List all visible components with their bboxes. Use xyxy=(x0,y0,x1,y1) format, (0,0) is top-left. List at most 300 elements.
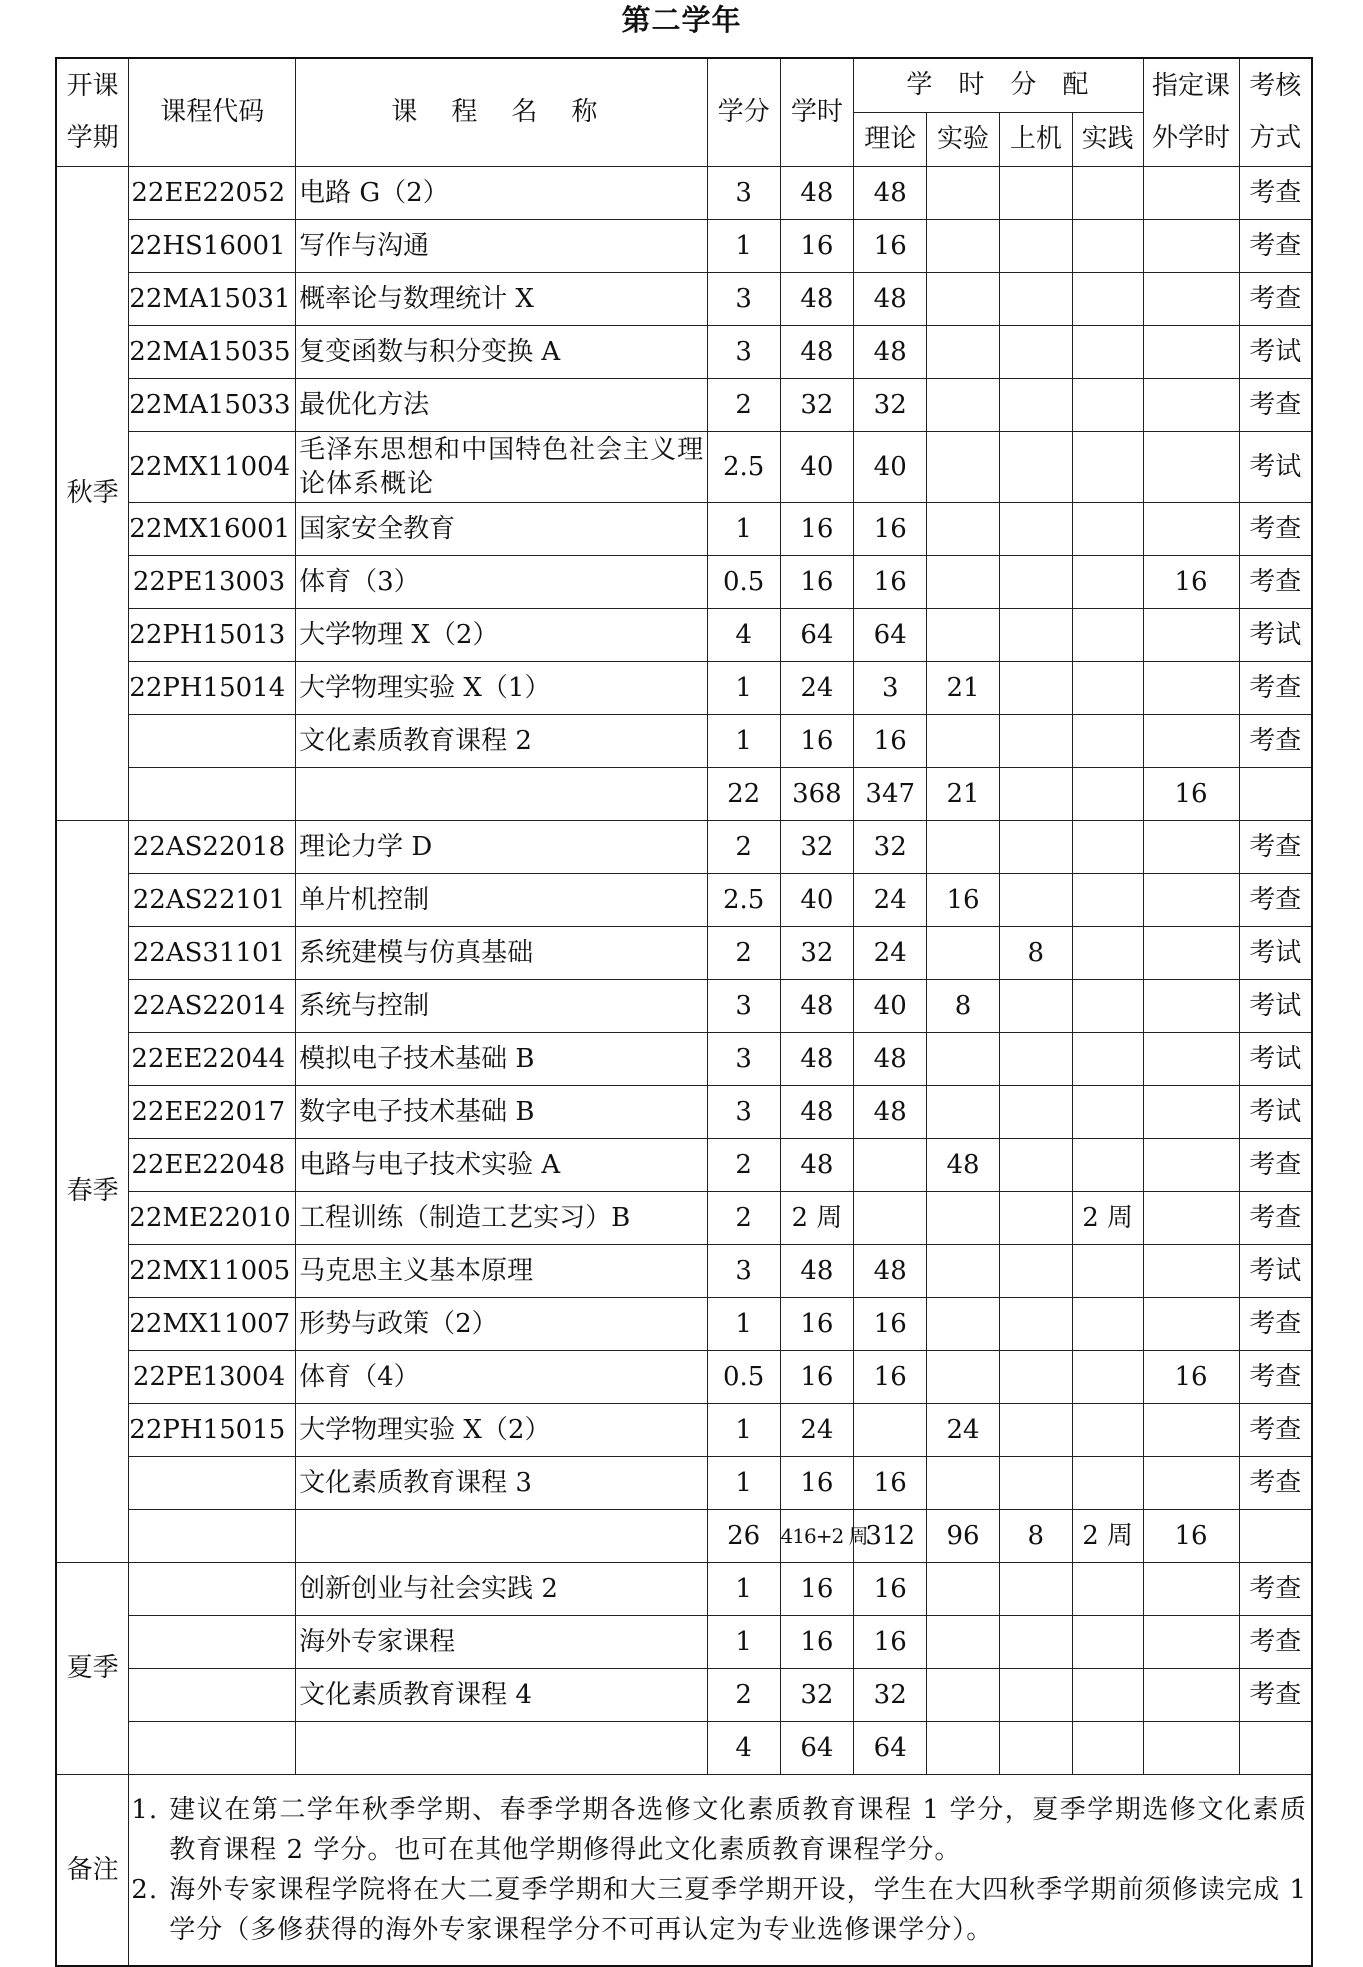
course-name: 最优化方法 xyxy=(296,378,708,431)
course-theory: 48 xyxy=(854,166,927,219)
course-practice xyxy=(1072,555,1143,608)
notes-content xyxy=(129,1774,1312,1966)
course-practice: 2 周 xyxy=(1072,1191,1143,1244)
course-computer xyxy=(999,1456,1072,1509)
total-assessment xyxy=(1239,1509,1312,1562)
course-credits: 2 xyxy=(707,378,780,431)
curriculum-table xyxy=(55,57,1313,1967)
course-credits: 1 xyxy=(707,502,780,555)
course-computer xyxy=(999,272,1072,325)
course-name: 文化素质教育课程 4 xyxy=(296,1668,708,1721)
course-hours: 32 xyxy=(780,926,854,979)
course-hours: 16 xyxy=(780,714,854,767)
course-computer xyxy=(999,1615,1072,1668)
term-cell: 春季 xyxy=(56,820,129,1562)
total-extra: 16 xyxy=(1143,767,1239,820)
course-assessment: 考试 xyxy=(1239,431,1312,502)
course-credits: 3 xyxy=(707,1244,780,1297)
course-row xyxy=(56,1350,1312,1403)
note-number: 2. xyxy=(131,1874,159,1905)
course-hours: 32 xyxy=(780,378,854,431)
course-row xyxy=(56,1032,1312,1085)
course-row xyxy=(56,219,1312,272)
course-practice xyxy=(1072,1403,1143,1456)
course-credits: 1 xyxy=(707,1403,780,1456)
header-computer: 上机 xyxy=(999,112,1072,166)
course-lab xyxy=(927,1615,1000,1668)
course-lab xyxy=(927,378,1000,431)
course-theory: 48 xyxy=(854,272,927,325)
course-row xyxy=(56,926,1312,979)
course-extra xyxy=(1143,608,1239,661)
total-row xyxy=(56,1509,1312,1562)
course-computer: 8 xyxy=(999,926,1072,979)
course-hours: 48 xyxy=(780,1244,854,1297)
course-code xyxy=(129,1456,296,1509)
course-name: 复变函数与积分变换 A xyxy=(296,325,708,378)
course-lab xyxy=(927,1032,1000,1085)
course-computer xyxy=(999,1032,1072,1085)
course-hours: 48 xyxy=(780,325,854,378)
course-lab xyxy=(927,1191,1000,1244)
course-code: 22AS22014 xyxy=(129,979,296,1032)
course-row xyxy=(56,555,1312,608)
total-computer xyxy=(999,1721,1072,1774)
course-row xyxy=(56,1562,1312,1615)
course-computer xyxy=(999,714,1072,767)
course-practice xyxy=(1072,1562,1143,1615)
course-practice xyxy=(1072,1350,1143,1403)
total-row xyxy=(56,767,1312,820)
course-extra xyxy=(1143,502,1239,555)
course-computer xyxy=(999,608,1072,661)
course-code: 22PH15013 xyxy=(129,608,296,661)
course-practice xyxy=(1072,661,1143,714)
course-extra xyxy=(1143,219,1239,272)
course-lab xyxy=(927,219,1000,272)
course-row xyxy=(56,661,1312,714)
course-lab xyxy=(927,431,1000,502)
header-name: 课程名称 xyxy=(296,58,708,166)
course-lab: 24 xyxy=(927,1403,1000,1456)
course-computer xyxy=(999,1297,1072,1350)
course-hours: 16 xyxy=(780,1615,854,1668)
course-theory: 24 xyxy=(854,926,927,979)
course-lab: 21 xyxy=(927,661,1000,714)
course-row xyxy=(56,608,1312,661)
total-lab xyxy=(927,1721,1000,1774)
course-row xyxy=(56,1191,1312,1244)
course-credits: 2 xyxy=(707,1138,780,1191)
course-credits: 2 xyxy=(707,926,780,979)
term-cell: 夏季 xyxy=(56,1562,129,1774)
course-extra xyxy=(1143,661,1239,714)
header-code: 课程代码 xyxy=(129,58,296,166)
total-code xyxy=(129,1721,296,1774)
course-extra xyxy=(1143,1138,1239,1191)
course-credits: 2.5 xyxy=(707,873,780,926)
course-practice xyxy=(1072,502,1143,555)
course-computer xyxy=(999,1085,1072,1138)
course-lab xyxy=(927,1350,1000,1403)
course-name: 电路 G（2） xyxy=(296,166,708,219)
course-code: 22PE13003 xyxy=(129,555,296,608)
course-name: 系统与控制 xyxy=(296,979,708,1032)
course-extra xyxy=(1143,431,1239,502)
course-hours: 16 xyxy=(780,1456,854,1509)
course-assessment: 考查 xyxy=(1239,1297,1312,1350)
course-credits: 1 xyxy=(707,1615,780,1668)
course-code: 22MA15031 xyxy=(129,272,296,325)
course-hours: 16 xyxy=(780,555,854,608)
header-lab: 实验 xyxy=(927,112,1000,166)
total-theory: 64 xyxy=(854,1721,927,1774)
course-assessment: 考查 xyxy=(1239,272,1312,325)
course-extra xyxy=(1143,1244,1239,1297)
course-lab xyxy=(927,820,1000,873)
course-lab xyxy=(927,1562,1000,1615)
course-extra xyxy=(1143,1297,1239,1350)
course-name: 电路与电子技术实验 A xyxy=(296,1138,708,1191)
total-assessment xyxy=(1239,1721,1312,1774)
course-extra xyxy=(1143,1032,1239,1085)
course-code xyxy=(129,714,296,767)
course-name: 文化素质教育课程 2 xyxy=(296,714,708,767)
course-theory: 40 xyxy=(854,979,927,1032)
course-computer xyxy=(999,1668,1072,1721)
course-lab xyxy=(927,1456,1000,1509)
course-theory: 24 xyxy=(854,873,927,926)
course-extra xyxy=(1143,325,1239,378)
course-assessment: 考试 xyxy=(1239,1085,1312,1138)
course-credits: 1 xyxy=(707,1297,780,1350)
total-row xyxy=(56,1721,1312,1774)
total-theory: 312 xyxy=(854,1509,927,1562)
course-code: 22PH15014 xyxy=(129,661,296,714)
course-name: 文化素质教育课程 3 xyxy=(296,1456,708,1509)
course-computer xyxy=(999,873,1072,926)
total-practice xyxy=(1072,1721,1143,1774)
course-hours: 40 xyxy=(780,873,854,926)
course-hours: 40 xyxy=(780,431,854,502)
course-theory: 32 xyxy=(854,820,927,873)
course-assessment: 考查 xyxy=(1239,502,1312,555)
course-hours: 48 xyxy=(780,272,854,325)
course-row xyxy=(56,873,1312,926)
total-lab: 21 xyxy=(927,767,1000,820)
course-computer xyxy=(999,661,1072,714)
course-theory: 48 xyxy=(854,325,927,378)
course-row xyxy=(56,1297,1312,1350)
course-assessment: 考查 xyxy=(1239,661,1312,714)
course-hours: 64 xyxy=(780,608,854,661)
course-computer xyxy=(999,1403,1072,1456)
course-credits: 3 xyxy=(707,272,780,325)
course-assessment: 考查 xyxy=(1239,1668,1312,1721)
course-row xyxy=(56,714,1312,767)
course-practice xyxy=(1072,873,1143,926)
course-code: 22EE22044 xyxy=(129,1032,296,1085)
course-credits: 1 xyxy=(707,661,780,714)
course-practice xyxy=(1072,926,1143,979)
course-lab xyxy=(927,1297,1000,1350)
header-extra: 指定课外学时 xyxy=(1143,58,1239,166)
course-practice xyxy=(1072,166,1143,219)
course-name: 大学物理 X（2） xyxy=(296,608,708,661)
course-code xyxy=(129,1615,296,1668)
course-theory: 16 xyxy=(854,502,927,555)
course-code: 22EE22017 xyxy=(129,1085,296,1138)
course-assessment: 考试 xyxy=(1239,608,1312,661)
course-practice xyxy=(1072,714,1143,767)
course-lab: 48 xyxy=(927,1138,1000,1191)
course-code xyxy=(129,1668,296,1721)
total-practice: 2 周 xyxy=(1072,1509,1143,1562)
course-row xyxy=(56,325,1312,378)
course-theory: 32 xyxy=(854,1668,927,1721)
course-theory: 16 xyxy=(854,1456,927,1509)
total-hours: 416+2 周 xyxy=(780,1509,854,1562)
course-credits: 4 xyxy=(707,608,780,661)
course-lab xyxy=(927,555,1000,608)
course-hours: 48 xyxy=(780,979,854,1032)
course-hours: 48 xyxy=(780,1138,854,1191)
course-assessment: 考查 xyxy=(1239,1403,1312,1456)
course-assessment: 考试 xyxy=(1239,1032,1312,1085)
course-code: 22MX11007 xyxy=(129,1297,296,1350)
course-code: 22EE22052 xyxy=(129,166,296,219)
course-assessment: 考试 xyxy=(1239,979,1312,1032)
course-credits: 1 xyxy=(707,1562,780,1615)
course-assessment: 考查 xyxy=(1239,1138,1312,1191)
course-code: 22MA15033 xyxy=(129,378,296,431)
course-lab xyxy=(927,714,1000,767)
course-credits: 3 xyxy=(707,1085,780,1138)
course-name: 大学物理实验 X（1） xyxy=(296,661,708,714)
total-extra xyxy=(1143,1721,1239,1774)
course-computer xyxy=(999,431,1072,502)
course-computer xyxy=(999,502,1072,555)
course-theory xyxy=(854,1138,927,1191)
course-theory xyxy=(854,1191,927,1244)
course-row xyxy=(56,1244,1312,1297)
course-lab xyxy=(927,502,1000,555)
course-computer xyxy=(999,219,1072,272)
total-extra: 16 xyxy=(1143,1509,1239,1562)
course-theory: 48 xyxy=(854,1085,927,1138)
course-code: 22AS22101 xyxy=(129,873,296,926)
page-title: 第二学年 xyxy=(621,3,742,37)
total-name xyxy=(296,767,708,820)
header-theory: 理论 xyxy=(854,112,927,166)
course-lab xyxy=(927,272,1000,325)
total-code xyxy=(129,767,296,820)
total-computer xyxy=(999,767,1072,820)
course-name: 模拟电子技术基础 B xyxy=(296,1032,708,1085)
header-hours: 学时 xyxy=(780,58,854,166)
course-extra: 16 xyxy=(1143,555,1239,608)
course-row xyxy=(56,502,1312,555)
note-text: 海外专家课程学院将在大二夏季学期和大三夏季学期开设，学生在大四秋季学期前须修读完成 1 学分（多修获得的海外专家课程学分不可再认定为专业选修课学分）。 xyxy=(169,1874,1307,1945)
course-hours: 16 xyxy=(780,1350,854,1403)
course-extra xyxy=(1143,1615,1239,1668)
course-practice xyxy=(1072,1032,1143,1085)
course-theory: 3 xyxy=(854,661,927,714)
total-practice xyxy=(1072,767,1143,820)
course-row xyxy=(56,1403,1312,1456)
course-code: 22AS22018 xyxy=(129,820,296,873)
course-code: 22MX16001 xyxy=(129,502,296,555)
total-name xyxy=(296,1509,708,1562)
header-credits: 学分 xyxy=(707,58,780,166)
course-practice xyxy=(1072,1456,1143,1509)
course-hours: 48 xyxy=(780,1085,854,1138)
course-practice xyxy=(1072,608,1143,661)
course-practice xyxy=(1072,1085,1143,1138)
header-term: 开课学期 xyxy=(56,58,129,166)
course-credits: 2 xyxy=(707,1668,780,1721)
course-assessment: 考查 xyxy=(1239,555,1312,608)
header-allocation: 学时分配 xyxy=(854,58,1143,112)
course-code: 22MA15035 xyxy=(129,325,296,378)
course-code: 22PE13004 xyxy=(129,1350,296,1403)
course-hours: 16 xyxy=(780,219,854,272)
course-assessment: 考试 xyxy=(1239,325,1312,378)
course-computer xyxy=(999,378,1072,431)
course-theory xyxy=(854,1403,927,1456)
course-hours: 16 xyxy=(780,502,854,555)
course-name: 体育（3） xyxy=(296,555,708,608)
course-row xyxy=(56,378,1312,431)
course-credits: 1 xyxy=(707,219,780,272)
course-extra xyxy=(1143,272,1239,325)
notes-row xyxy=(56,1774,1312,1966)
course-lab xyxy=(927,608,1000,661)
course-assessment: 考查 xyxy=(1239,873,1312,926)
course-theory: 16 xyxy=(854,1562,927,1615)
course-name: 概率论与数理统计 X xyxy=(296,272,708,325)
total-lab: 96 xyxy=(927,1509,1000,1562)
header-practice: 实践 xyxy=(1072,112,1143,166)
course-credits: 3 xyxy=(707,979,780,1032)
course-name: 国家安全教育 xyxy=(296,502,708,555)
course-practice xyxy=(1072,1244,1143,1297)
course-extra xyxy=(1143,714,1239,767)
course-assessment: 考试 xyxy=(1239,1244,1312,1297)
course-practice xyxy=(1072,1297,1143,1350)
course-code: 22ME22010 xyxy=(129,1191,296,1244)
course-assessment: 考查 xyxy=(1239,1456,1312,1509)
course-code: 22PH15015 xyxy=(129,1403,296,1456)
course-credits: 2 xyxy=(707,1191,780,1244)
course-code: 22AS31101 xyxy=(129,926,296,979)
course-name: 创新创业与社会实践 2 xyxy=(296,1562,708,1615)
course-assessment: 考查 xyxy=(1239,166,1312,219)
course-credits: 0.5 xyxy=(707,1350,780,1403)
course-name: 写作与沟通 xyxy=(296,219,708,272)
course-name: 理论力学 D xyxy=(296,820,708,873)
course-name: 数字电子技术基础 B xyxy=(296,1085,708,1138)
course-practice xyxy=(1072,325,1143,378)
course-computer xyxy=(999,1562,1072,1615)
note-number: 1. xyxy=(131,1794,159,1825)
course-hours: 32 xyxy=(780,1668,854,1721)
note-item xyxy=(131,1870,1307,1950)
course-row xyxy=(56,431,1312,502)
course-hours: 16 xyxy=(780,1297,854,1350)
course-code: 22MX11005 xyxy=(129,1244,296,1297)
note-item xyxy=(131,1790,1307,1870)
course-name: 马克思主义基本原理 xyxy=(296,1244,708,1297)
course-theory: 32 xyxy=(854,378,927,431)
course-lab xyxy=(927,1668,1000,1721)
course-extra xyxy=(1143,926,1239,979)
course-extra xyxy=(1143,1668,1239,1721)
course-assessment: 考查 xyxy=(1239,1562,1312,1615)
course-theory: 16 xyxy=(854,1350,927,1403)
total-theory: 347 xyxy=(854,767,927,820)
course-code: 22HS16001 xyxy=(129,219,296,272)
course-computer xyxy=(999,166,1072,219)
course-extra xyxy=(1143,820,1239,873)
course-lab xyxy=(927,166,1000,219)
course-row xyxy=(56,166,1312,219)
course-theory: 16 xyxy=(854,1297,927,1350)
course-credits: 0.5 xyxy=(707,555,780,608)
course-extra xyxy=(1143,1085,1239,1138)
course-credits: 2.5 xyxy=(707,431,780,502)
course-assessment: 考查 xyxy=(1239,219,1312,272)
course-assessment: 考查 xyxy=(1239,1350,1312,1403)
course-computer xyxy=(999,979,1072,1032)
course-theory: 16 xyxy=(854,714,927,767)
course-row xyxy=(56,1615,1312,1668)
course-hours: 16 xyxy=(780,1562,854,1615)
course-extra xyxy=(1143,1562,1239,1615)
header-assessment: 考核方式 xyxy=(1239,58,1312,166)
course-extra: 16 xyxy=(1143,1350,1239,1403)
course-row xyxy=(56,979,1312,1032)
course-credits: 1 xyxy=(707,714,780,767)
course-practice xyxy=(1072,820,1143,873)
course-name: 大学物理实验 X（2） xyxy=(296,1403,708,1456)
course-theory: 48 xyxy=(854,1032,927,1085)
course-name: 工程训练（制造工艺实习）B xyxy=(296,1191,708,1244)
course-assessment: 考试 xyxy=(1239,926,1312,979)
course-computer xyxy=(999,1350,1072,1403)
course-computer xyxy=(999,820,1072,873)
course-credits: 3 xyxy=(707,166,780,219)
note-text: 建议在第二学年秋季学期、春季学期各选修文化素质教育课程 1 学分，夏季学期选修文化素质教育课程 2 学分。也可在其他学期修得此文化素质教育课程学分。 xyxy=(169,1794,1307,1865)
course-computer xyxy=(999,1244,1072,1297)
course-theory: 16 xyxy=(854,219,927,272)
total-code xyxy=(129,1509,296,1562)
course-row xyxy=(56,1138,1312,1191)
course-practice xyxy=(1072,219,1143,272)
course-practice xyxy=(1072,431,1143,502)
total-name xyxy=(296,1721,708,1774)
course-hours: 24 xyxy=(780,661,854,714)
course-credits: 1 xyxy=(707,1456,780,1509)
course-credits: 3 xyxy=(707,325,780,378)
total-credits: 22 xyxy=(707,767,780,820)
course-hours: 32 xyxy=(780,820,854,873)
course-extra xyxy=(1143,979,1239,1032)
course-lab xyxy=(927,325,1000,378)
term-cell: 秋季 xyxy=(56,166,129,820)
course-computer xyxy=(999,1191,1072,1244)
course-practice xyxy=(1072,1668,1143,1721)
